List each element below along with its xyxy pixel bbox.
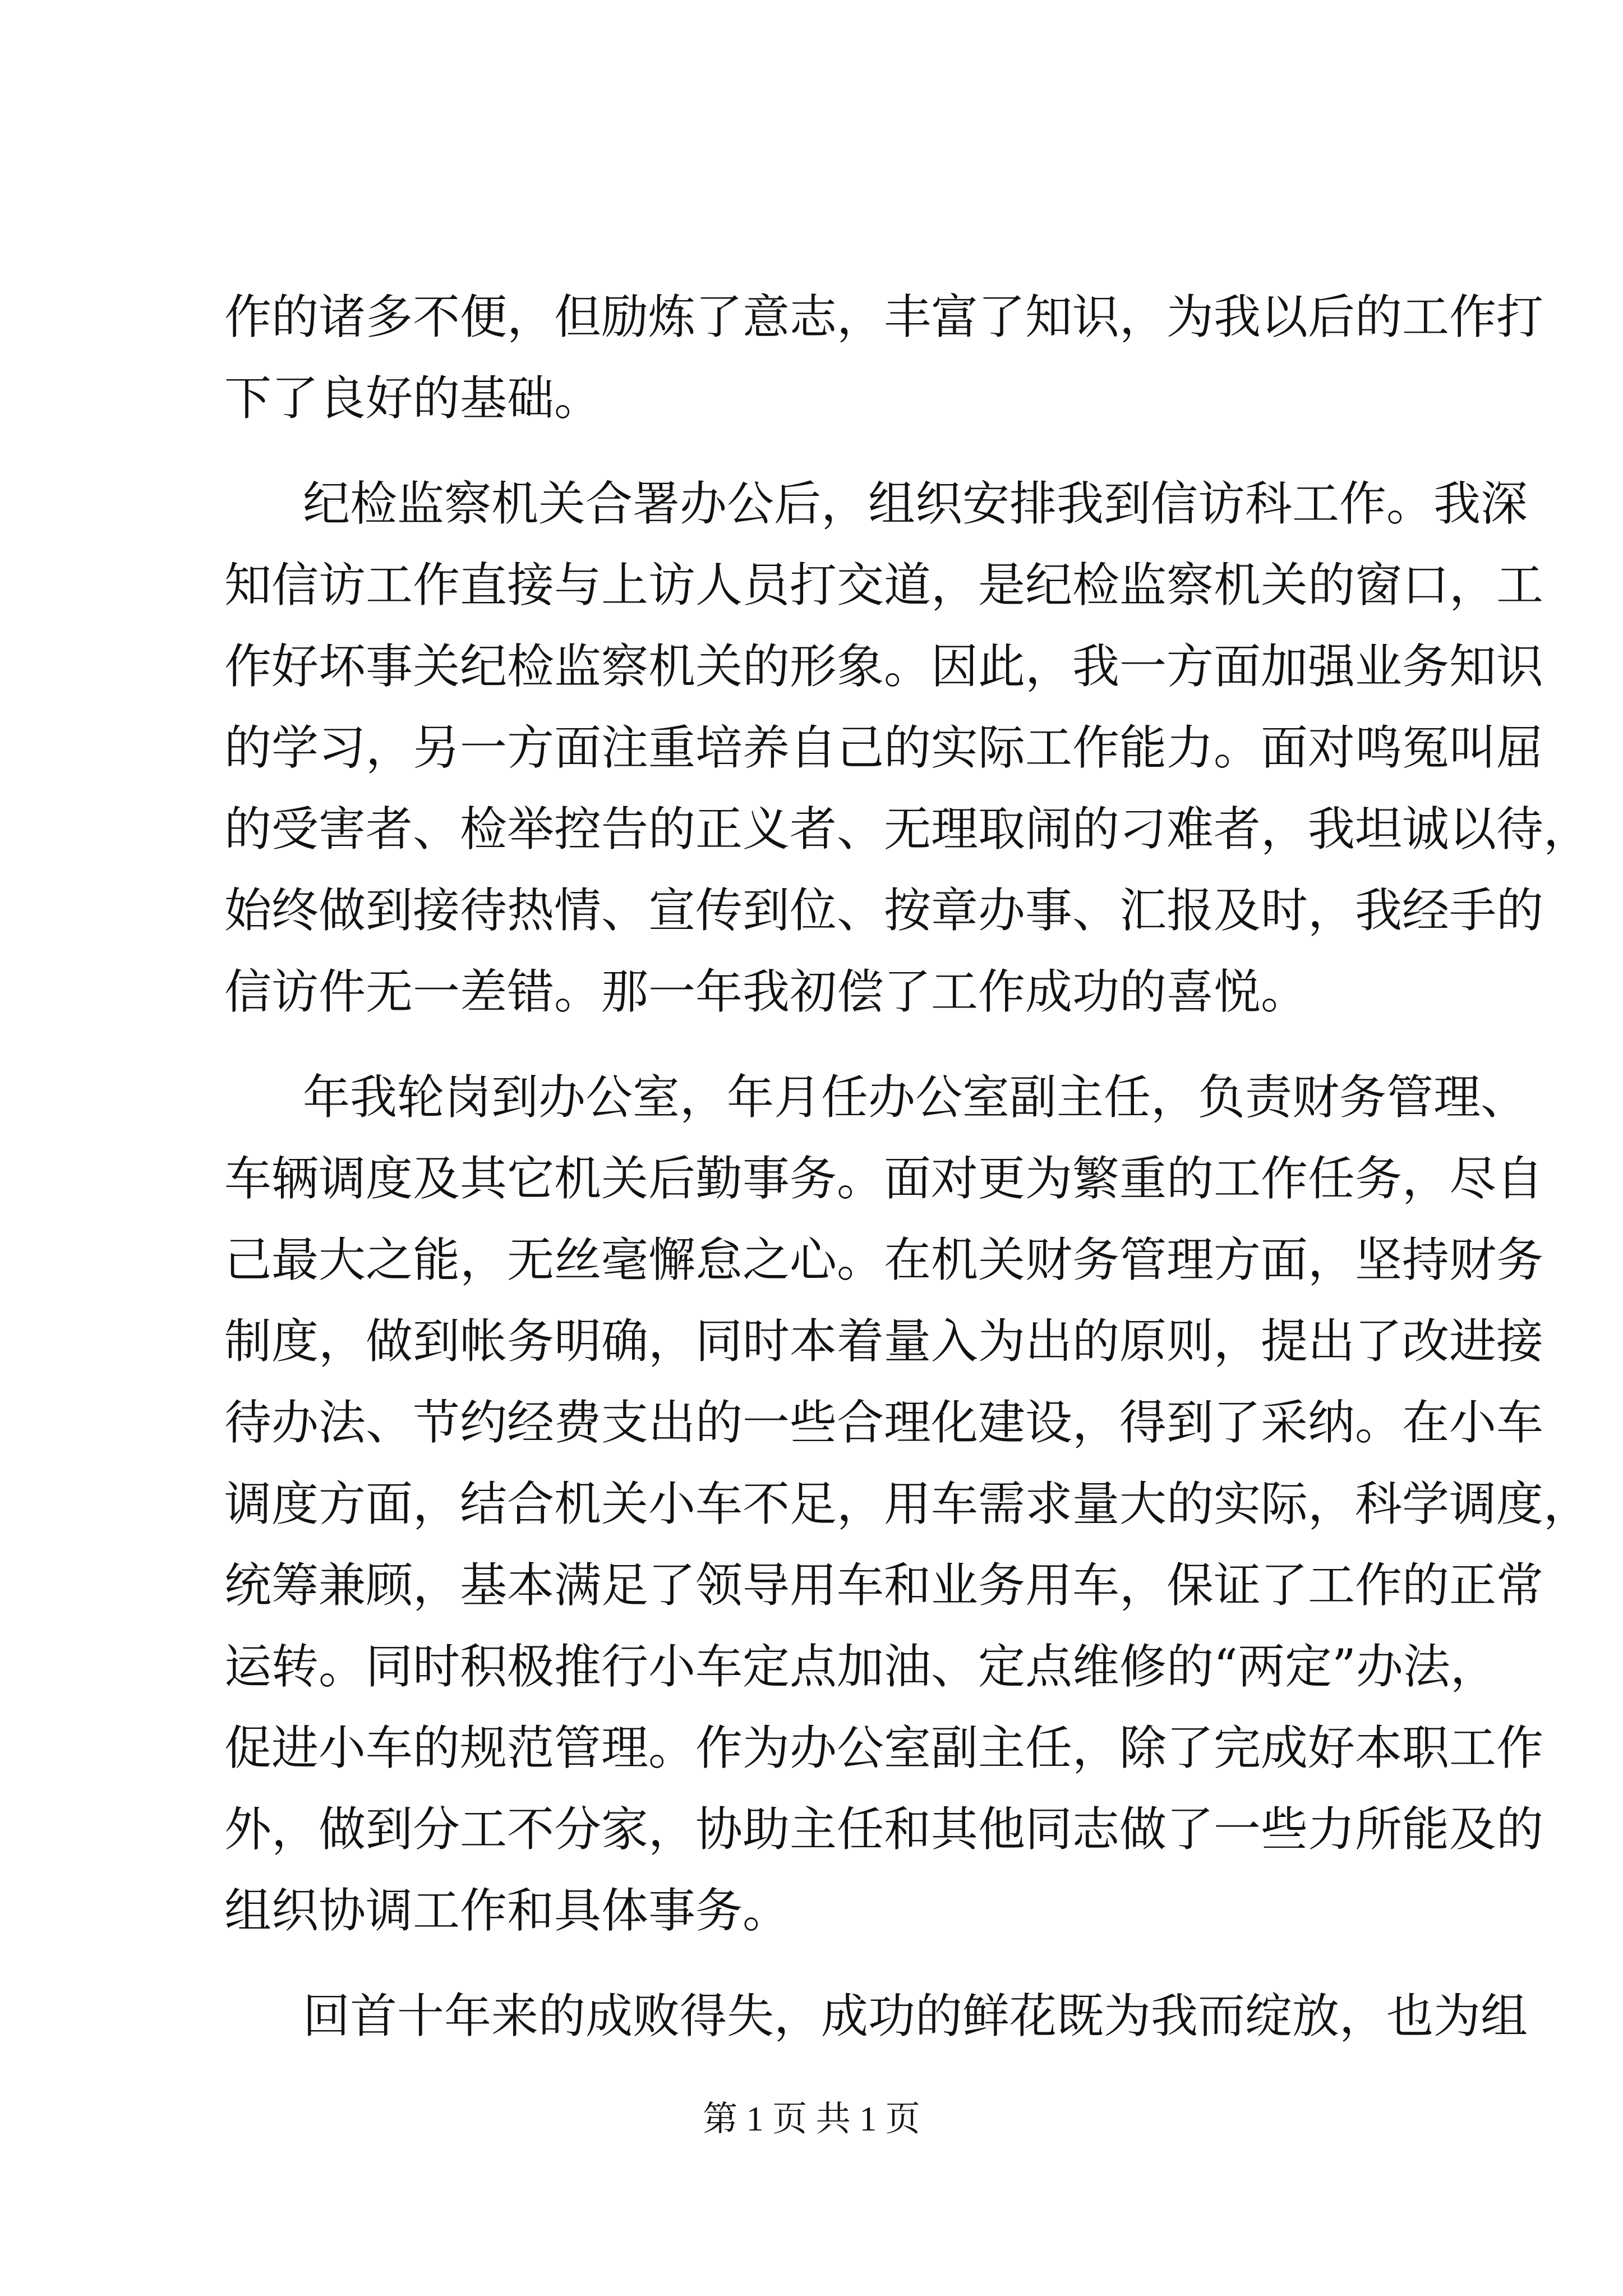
text-line: 待办法、节约经费支出的一些合理化建设，得到了采纳。在小车 [224, 1395, 1544, 1450]
text-line: 作好坏事关纪检监察机关的形象。因此，我一方面加强业务知识 [224, 639, 1544, 694]
page-number-label: 第 1 页 共 1 页 [703, 2100, 920, 2138]
text-line: 信访件无一差错。那一年我初偿了工作成功的喜悦。 [224, 964, 1308, 1019]
text-line: 组织协调工作和具体事务。 [224, 1883, 790, 1938]
text-line: 调度方面，结合机关小车不足，用车需求量大的实际，科学调度， [224, 1476, 1591, 1531]
text-line: 知信访工作直接与上访人员打交道，是纪检监察机关的窗口，工 [224, 558, 1544, 613]
paragraph-first-line: 回首十年来的成败得失，成功的鲜花既为我而绽放，也为组 [303, 1989, 1528, 2044]
text-line: 的学习，另一方面注重培养自己的实际工作能力。面对鸣冤叫屈 [224, 720, 1544, 775]
text-line: 己最大之能，无丝毫懈怠之心。在机关财务管理方面，坚持财务 [224, 1232, 1544, 1287]
text-line: 作的诸多不便，但励炼了意志，丰富了知识，为我以后的工作打 [224, 289, 1544, 344]
text-line: 运转。同时积极推行小车定点加油、定点维修的“两定”办法， [224, 1639, 1497, 1694]
text-line: 外，做到分工不分家，协助主任和其他同志做了一些力所能及的 [224, 1802, 1544, 1857]
paragraph-first-line: 年我轮岗到办公室，年月任办公室副主任，负责财务管理、 [303, 1070, 1528, 1125]
text-line: 的受害者、检举控告的正义者、无理取闹的刁难者，我坦诚以待， [224, 802, 1591, 857]
text-line: 车辆调度及其它机关后勤事务。面对更为繁重的工作任务，尽自 [224, 1151, 1544, 1206]
text-line: 下了良好的基础。 [224, 371, 602, 426]
paragraph-first-line: 纪检监察机关合署办公后，组织安排我到信访科工作。我深 [303, 476, 1528, 531]
text-line: 统筹兼顾，基本满足了领导用车和业务用车，保证了工作的正常 [224, 1558, 1544, 1613]
text-line: 制度，做到帐务明确，同时本着量入为出的原则，提出了改进接 [224, 1314, 1544, 1369]
page-footer [0, 2097, 1623, 2142]
text-line: 促进小车的规范管理。作为办公室副主任，除了完成好本职工作 [224, 1720, 1544, 1775]
text-line: 始终做到接待热情、宣传到位、按章办事、汇报及时，我经手的 [224, 883, 1544, 938]
